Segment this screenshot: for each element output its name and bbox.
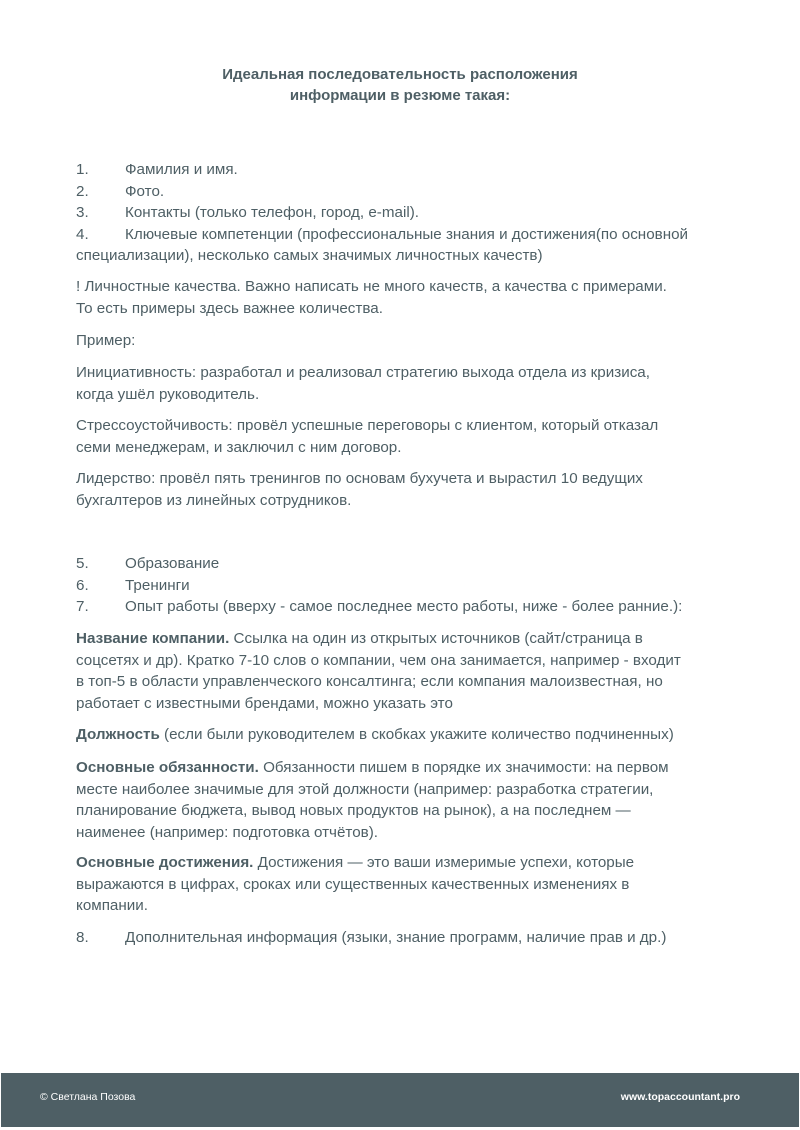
company-label: Название компании. [76, 630, 230, 647]
list-text: Тренинги [125, 576, 190, 594]
list-item [76, 553, 732, 575]
footer-website-link[interactable]: www.topaccountant.pro [620, 1091, 740, 1103]
list-text: Ключевые компетенции (профессиональные знания и достижения(по основной [125, 225, 689, 243]
example-line-1: Стрессоустойчивость: провёл успешные переговоры с клиентом, который отказал [76, 417, 659, 434]
duties-line-1: Обязанности пишем в порядке их значимости: на первом [258, 759, 669, 776]
example-stress-resistance [76, 415, 732, 458]
achievements-paragraph [76, 852, 732, 917]
resume-order-list-2 [76, 553, 732, 618]
list-text: Фамилия и имя. [125, 161, 238, 178]
achievements-line-1: Достижения — это ваши измеримые успехи, которые [253, 854, 635, 871]
duties-label: Основные обязанности. [76, 759, 259, 776]
list-number: 3. [76, 204, 89, 221]
achievements-line-3: компании. [76, 897, 148, 914]
company-line-4: работает с известными брендами, можно указать это [76, 694, 453, 712]
example-initiative [76, 362, 732, 405]
list-text: Фото. [125, 182, 165, 200]
note-line-1: ! Личностные качества. Важно написать не много качеств, а качества с примерами. [76, 278, 667, 295]
company-line-2: соцсетях и др). Кратко 7-10 слов о компании, чем она занимается, например - входит [76, 651, 681, 669]
achievements-line-2: выражаются в цифрах, сроках или существенных качественных изменениях в [76, 875, 630, 893]
list-item [76, 202, 732, 224]
example-leadership [76, 468, 732, 511]
achievements-label: Основные достижения. [76, 854, 254, 871]
note-line-2: То есть примеры здесь важнее количества. [76, 299, 383, 317]
list-item [76, 224, 732, 246]
list-number: 6. [76, 576, 89, 594]
page-footer [1, 1073, 799, 1127]
list-text: Дополнительная информация (языки, знание программ, наличие прав и др.) [125, 929, 667, 946]
title-line-1: Идеальная последовательность расположения [222, 66, 578, 83]
company-line-3: в топ-5 в области управленческого консалтинга; если компания малоизвестная, но [76, 673, 663, 690]
list-item [76, 181, 732, 203]
example-line-2: бухгалтеров из линейных сотрудников. [76, 491, 352, 509]
duties-line-2: месте наиболее значимые для этой должности (например: разработка стратегии, [76, 780, 654, 798]
example-line-1: Инициативность: разработал и реализовал стратегию выхода отдела из кризиса, [76, 364, 650, 381]
example-label-text: Пример: [76, 332, 136, 349]
list-text: Опыт работы (вверху - самое последнее место работы, ниже - более ранние.): [125, 598, 683, 615]
list-number: 8. [76, 929, 89, 946]
title-line-2: информации в резюме такая: [289, 87, 511, 104]
list-text: Контакты (только телефон, город, e-mail). [125, 204, 419, 221]
list-number: 2. [76, 182, 89, 200]
list-number: 5. [76, 555, 89, 572]
list-number: 7. [76, 598, 89, 615]
example-label [76, 330, 732, 352]
company-line-1: Ссылка на один из открытых источников (сайт/страница в [229, 630, 643, 647]
footer-author: © Светлана Позова [40, 1091, 136, 1103]
list-item [76, 575, 732, 597]
example-line-1: Лидерство: провёл пять тренингов по основам бухучета и вырастил 10 ведущих [76, 470, 643, 487]
list-item [76, 927, 732, 949]
resume-order-list-3 [76, 927, 732, 949]
position-label: Должность [76, 726, 160, 743]
duties-line-4: наименее (например: подготовка отчётов). [76, 823, 378, 841]
resume-order-list-1 [76, 159, 732, 267]
duties-line-3: планирование бюджета, вывод новых продуктов на рынок), а на последнем — [76, 802, 631, 819]
page-title [0, 64, 800, 106]
list-text-continued: специализации), несколько самых значимых личностных качеств) [76, 247, 543, 264]
list-number: 1. [76, 161, 89, 178]
position-paragraph [76, 724, 732, 746]
company-name-paragraph [76, 628, 732, 714]
example-line-2: семи менеджерам, и заключил с ним договор. [76, 438, 402, 456]
list-number: 4. [76, 225, 89, 243]
example-line-2: когда ушёл руководитель. [76, 385, 260, 403]
list-item [76, 596, 732, 618]
list-item [76, 159, 732, 181]
list-text: Образование [125, 555, 220, 572]
duties-paragraph [76, 757, 732, 843]
position-text: (если были руководителем в скобках укажите количество подчиненных) [159, 726, 674, 743]
personal-qualities-note [76, 276, 732, 319]
